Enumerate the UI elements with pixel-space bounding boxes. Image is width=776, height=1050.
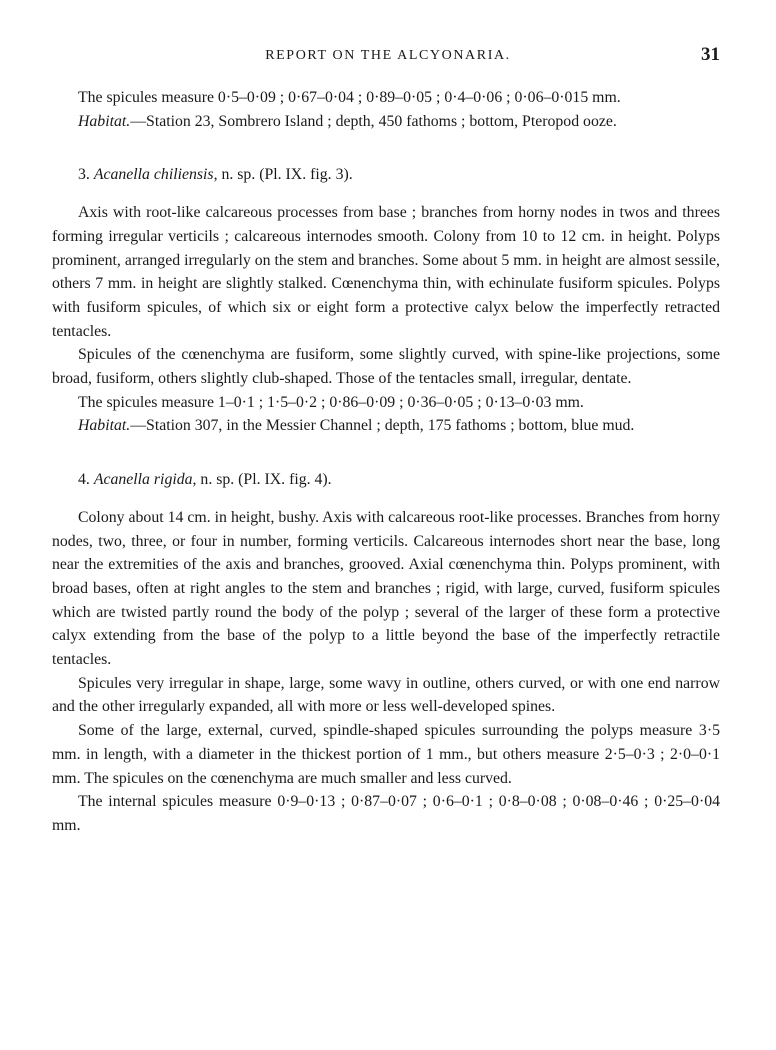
species-4-heading bbox=[52, 468, 720, 492]
species-4-measurements: The internal spicules measure 0·9–0·13 ; 0·87–0·07 ; 0·6–0·1 ; 0·8–0·08 ; 0·08–0·46 ; 0·25–0·04 mm. bbox=[52, 793, 720, 834]
species-3-description: Axis with root-like calcareous processes from base ; branches from horny nodes in twos and threes forming irregular verticils ; calcareous internodes smooth. Colony from 10 to 12 cm. in height. Polyps prominent, arranged irregularly on the stem and branches. Some about 5 mm. in height are almost sessile, others 7 mm. in height are slightly stalked. Cœnenchyma thin, with echinulate fusiform spicules. Polyps with fusiform spicules, of which six or eight form a protective calyx below the imperfectly retracted tentacles. bbox=[52, 204, 720, 340]
species-suffix: , n. sp. (Pl. IX. fig. 4). bbox=[192, 471, 332, 489]
running-head: REPORT ON THE ALCYONARIA. bbox=[265, 48, 511, 63]
body-text bbox=[52, 86, 720, 838]
habitat-text: —Station 307, in the Messier Channel ; depth, 175 fathoms ; bottom, blue mud. bbox=[130, 417, 635, 435]
page-header bbox=[0, 44, 776, 72]
species-4-description: Colony about 14 cm. in height, bushy. Axis with calcareous root-like processes. Branches from horny nodes, two, three, or four in number, forming verticils. Calcareous internodes short near the base, long near the extremities of the axis and branches, grooved. Axial cœnenchyma thin. Polyps prominent, with broad bases, often at right angles to the stem and branches ; rigid, with large, curved, fusiform spicules which are twisted partly round the body of the polyp ; several of the larger of these form a protective calyx extending from the base of the polyp to a little beyond the base of the imperfectly retractile tentacles. bbox=[52, 508, 720, 669]
species-3-habitat bbox=[52, 414, 720, 438]
species-3-heading bbox=[52, 163, 720, 187]
species-3-measurements: The spicules measure 1–0·1 ; 1·5–0·2 ; 0·86–0·09 ; 0·36–0·05 ; 0·13–0·03 mm. bbox=[78, 393, 584, 411]
species-suffix: , n. sp. (Pl. IX. fig. 3). bbox=[213, 166, 353, 184]
species-name: Acanella chiliensis bbox=[93, 166, 214, 184]
species-name: Acanella rigida bbox=[93, 471, 193, 489]
habitat-text: —Station 23, Sombrero Island ; depth, 450 fathoms ; bottom, Pteropod ooze. bbox=[130, 112, 617, 130]
habitat-label: Habitat. bbox=[78, 112, 131, 130]
species-4-external-spicules: Some of the large, external, curved, spindle-shaped spicules surrounding the polyps measure 3·5 mm. in length, with a diameter in the thickest portion of 1 mm., but others measure 2·5–0·3 ; 2·0–0·1 mm. The spicules on the cœnenchyma are much smaller and less curved. bbox=[52, 722, 720, 787]
species-number: 4. bbox=[78, 471, 90, 489]
species-number: 3. bbox=[78, 166, 90, 184]
intro-measurements: The spicules measure 0·5–0·09 ; 0·67–0·04 ; 0·89–0·05 ; 0·4–0·06 ; 0·06–0·015 mm. bbox=[78, 89, 621, 106]
species-4-spicules: Spicules very irregular in shape, large, some wavy in outline, others curved, or with one end narrow and the other irregularly expanded, all with more or less well-developed spines. bbox=[52, 674, 720, 716]
page-number: 31 bbox=[701, 44, 720, 65]
habitat-label: Habitat. bbox=[78, 417, 131, 435]
intro-habitat bbox=[52, 110, 720, 134]
species-3-spicules: Spicules of the cœnenchyma are fusiform, some slightly curved, with spine-like projections, some broad, fusiform, others slightly club-shaped. Those of the tentacles small, irregular, dentate. bbox=[52, 346, 720, 388]
